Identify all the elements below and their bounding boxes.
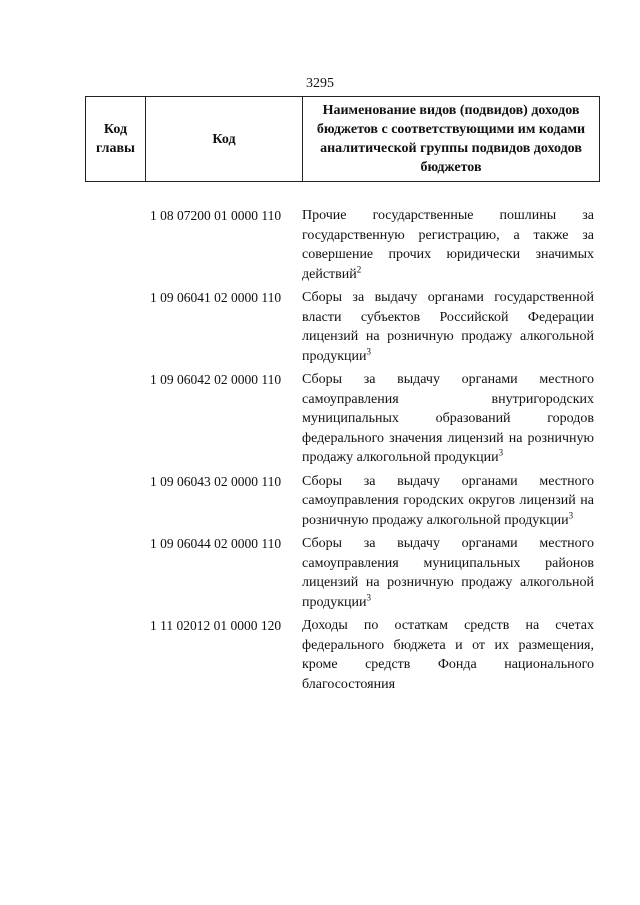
row-description <box>302 472 594 531</box>
table-row <box>150 288 600 366</box>
row-code: 1 11 02012 01 0000 120 <box>150 618 282 633</box>
row-text: Сборы за выдачу органами местного самоуправления городских округов лицензий на розничную продажу алкогольной продукции <box>302 473 594 528</box>
header-chapter-code <box>86 97 146 181</box>
row-code: 1 09 06042 02 0000 110 <box>150 372 282 387</box>
row-description <box>302 616 594 694</box>
header-chapter-line-1: Код <box>103 122 128 137</box>
row-code: 1 09 06044 02 0000 110 <box>150 536 282 551</box>
row-code: 1 08 07200 01 0000 110 <box>150 208 282 223</box>
row-code: 1 09 06043 02 0000 110 <box>150 473 282 489</box>
row-text: Сборы за выдачу органами государственной власти субъектов Российской Федерации лицензий на розничную продажу алкогольной продукции <box>302 290 594 364</box>
row-description <box>302 534 594 612</box>
header-name: Наименование видов (подвидов) доходов бюджетов с соответствующими им кодами аналитической группы подвидов доходов бюджетов <box>316 103 586 175</box>
footnote-mark: 3 <box>366 591 371 602</box>
row-description <box>302 288 594 366</box>
page-number: 3295 <box>306 76 334 91</box>
table-row <box>150 370 600 468</box>
footnote-mark: 3 <box>366 345 371 356</box>
table-row <box>150 206 600 284</box>
table-row <box>150 616 600 694</box>
footnote-mark: 3 <box>498 447 504 458</box>
table-header <box>85 96 600 182</box>
income-list <box>150 206 600 698</box>
table-row <box>150 534 600 612</box>
header-code: Код <box>146 97 303 181</box>
row-text: Сборы за выдачу органами местного самоуправления внутригородских муниципальных образований городов федерального значения лицензий на розничную продажу алкогольной продукции <box>302 372 594 465</box>
row-text: Прочие государственные пошлины за государственную регистрацию, а также за совершение прочих юридически значимых действий <box>302 208 594 282</box>
row-description <box>302 206 594 284</box>
row-text: Доходы по остаткам средств на счетах федерального бюджета и от их размещения, кроме средств Фонда национального благосостояния <box>302 618 594 692</box>
footnote-mark: 3 <box>568 509 574 520</box>
footnote-mark: 2 <box>356 263 362 274</box>
row-description <box>302 370 594 468</box>
row-text: Сборы за выдачу органами местного самоуправления муниципальных районов лицензий на розничную продажу алкогольной продукции <box>302 536 594 610</box>
row-code: 1 09 06041 02 0000 110 <box>150 290 282 305</box>
header-chapter-line-2: главы <box>96 141 135 156</box>
table-row <box>150 472 600 531</box>
